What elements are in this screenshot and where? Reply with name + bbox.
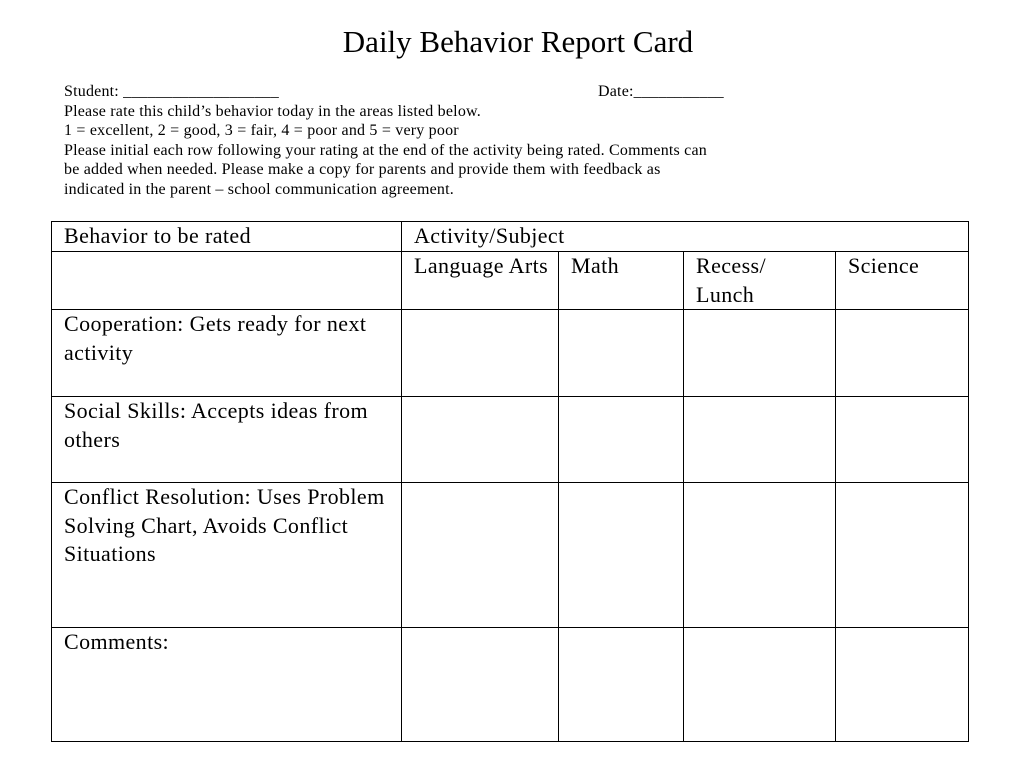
subject-math: Math [559, 252, 684, 310]
date-field-label: Date:___________ [598, 83, 724, 100]
table-row [52, 628, 969, 742]
subject-language-arts: Language Arts [402, 252, 559, 310]
rating-cell[interactable] [402, 397, 559, 483]
behavior-social-skills: Social Skills: Accepts ideas from others [52, 397, 402, 483]
comment-cell[interactable] [559, 628, 684, 742]
rating-cell[interactable] [402, 483, 559, 628]
behavior-cooperation: Cooperation: Gets ready for next activity [52, 310, 402, 397]
rating-cell[interactable] [836, 483, 969, 628]
behavior-header-cell: Behavior to be rated [52, 222, 402, 252]
table-row [52, 483, 969, 628]
student-date-line [64, 82, 994, 102]
subject-recess-lunch: Recess/ Lunch [684, 252, 836, 310]
table-row [52, 397, 969, 483]
subject-header-empty-cell [52, 252, 402, 310]
comment-cell[interactable] [836, 628, 969, 742]
instruction-line-4: be added when needed. Please make a copy for parents and provide them with feedback as [64, 161, 661, 178]
comment-cell[interactable] [402, 628, 559, 742]
table-header-row [52, 222, 969, 252]
rating-cell[interactable] [559, 397, 684, 483]
rating-scale-line: 1 = excellent, 2 = good, 3 = fair, 4 = poor and 5 = very poor [64, 122, 459, 139]
rating-cell[interactable] [836, 397, 969, 483]
activity-header-cell: Activity/Subject [402, 222, 969, 252]
document-title: Daily Behavior Report Card [342, 24, 694, 59]
rating-cell[interactable] [684, 310, 836, 397]
instruction-line-1: Please rate this child’s behavior today in the areas listed below. [64, 102, 481, 120]
rating-cell[interactable] [559, 483, 684, 628]
rating-cell[interactable] [684, 397, 836, 483]
instruction-line-3: Please initial each row following your rating at the end of the activity being rated. Comments can [64, 141, 707, 159]
instruction-line-5: indicated in the parent – school communication agreement. [64, 180, 454, 198]
comment-cell[interactable] [684, 628, 836, 742]
behavior-conflict-resolution: Conflict Resolution: Uses Problem Solving Chart, Avoids Conflict Situations [52, 483, 402, 628]
subject-header-row [52, 252, 969, 310]
student-field-label: Student: ___________________ [64, 83, 279, 100]
behavior-rating-table [51, 221, 969, 742]
rating-cell[interactable] [836, 310, 969, 397]
instructions-block [64, 82, 994, 199]
rating-cell[interactable] [559, 310, 684, 397]
rating-cell[interactable] [402, 310, 559, 397]
rating-cell[interactable] [684, 483, 836, 628]
comments-label: Comments: [52, 628, 402, 742]
table-row [52, 310, 969, 397]
subject-science: Science [836, 252, 969, 310]
